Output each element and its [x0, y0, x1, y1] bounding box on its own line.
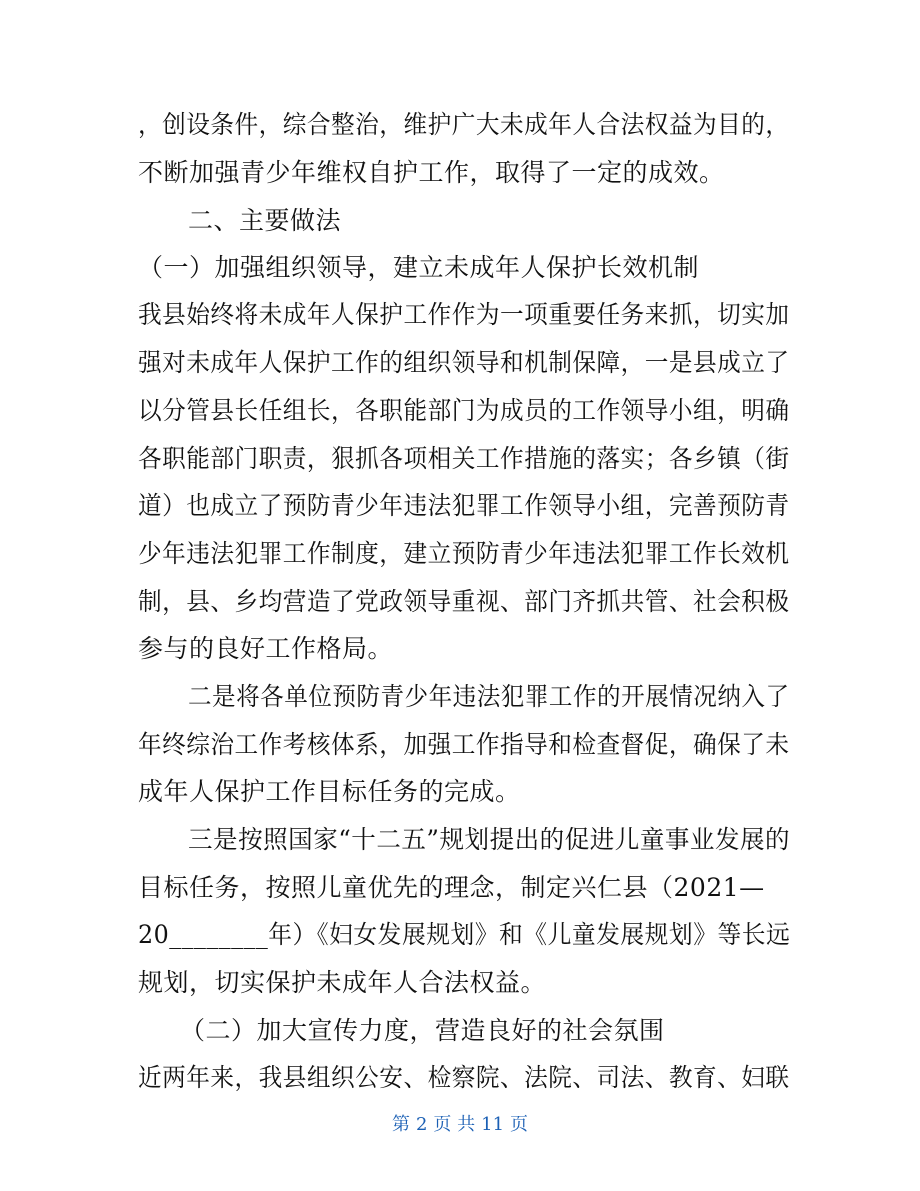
footer-total-pages: 11 — [481, 1114, 505, 1135]
text-line-15: 成年人保护工作目标任务的完成。 — [138, 777, 521, 806]
section-heading: 二、主要做法 — [188, 206, 342, 235]
text-line-2: 不断加强青少年维权自护工作，取得了一定的成效。 — [138, 158, 725, 187]
text-line-18: 20________年）《妇女发展规划》和《儿童发展规划》等长远 — [138, 920, 791, 949]
text-line-10: 少年违法犯罪工作制度，建立预防青少年违法犯罪工作长效机 — [138, 539, 790, 568]
text-line-1: ，创设条件，综合整治，维护广大未成年人合法权益为目的， — [138, 110, 790, 139]
footer-middle: 页 共 — [433, 1114, 476, 1135]
text-line-14: 年终综治工作考核体系，加强工作指导和检查督促，确保了未 — [138, 730, 790, 759]
text-line-19: 规划，切实保护未成年人合法权益。 — [138, 968, 547, 997]
footer-prefix: 第 — [391, 1114, 410, 1135]
text-line-9: 道）也成立了预防青少年违法犯罪工作领导小组，完善预防青 — [138, 491, 790, 520]
text-line-7: 以分管县长任组长，各职能部门为成员的工作领导小组，明确 — [138, 396, 790, 425]
text-line-21: 近两年来，我县组织公安、检察院、法院、司法、教育、妇联 — [138, 1063, 790, 1092]
text-line-11: 制，县、乡均营造了党政领导重视、部门齐抓共管、社会积极 — [138, 587, 790, 616]
footer-suffix: 页 — [510, 1114, 529, 1135]
text-line-8: 各职能部门职责，狠抓各项相关工作措施的落实；各乡镇（街 — [138, 444, 790, 473]
text-line-16: 三是按照国家“十二五”规划提出的促进儿童事业发展的 — [188, 825, 791, 854]
text-line-6: 强对未成年人保护工作的组织领导和机制保障，一是县成立了 — [138, 348, 790, 377]
text-line-12: 参与的良好工作格局。 — [138, 634, 394, 663]
text-line-13: 二是将各单位预防青少年违法犯罪工作的开展情况纳入了 — [188, 682, 790, 711]
footer-page-number: 2 — [415, 1114, 428, 1135]
text-line-5: 我县始终将未成年人保护工作作为一项重要任务来抓，切实加 — [138, 300, 790, 329]
subsection-heading-1: （一）加强组织领导，建立未成年人保护长效机制 — [138, 253, 700, 282]
subsection-heading-2: （二）加大宣传力度，营造良好的社会氛围 — [180, 1016, 665, 1045]
text-line-17: 目标任务，按照儿童优先的理念，制定兴仁县（2021— — [138, 873, 765, 902]
page-footer — [0, 1113, 920, 1137]
